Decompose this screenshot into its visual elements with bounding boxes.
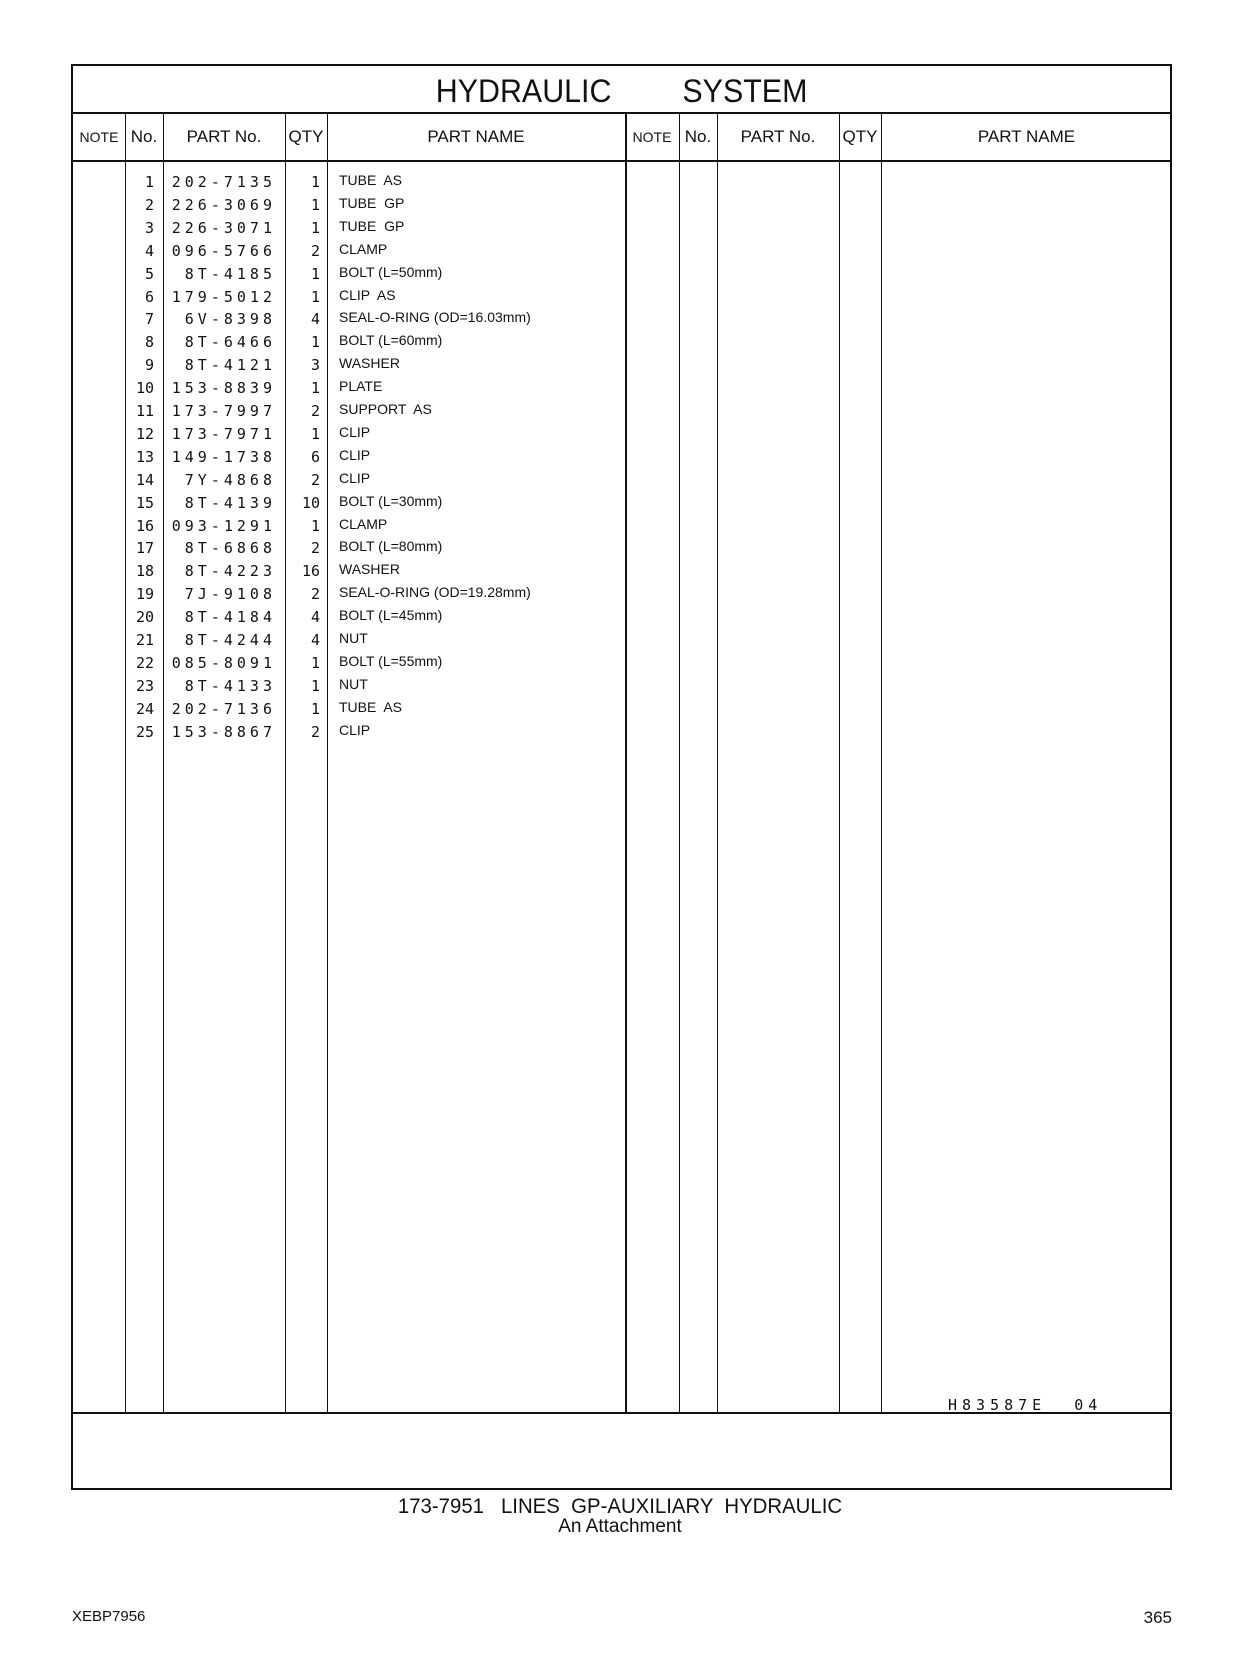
part-quantity: 2 [310,241,320,260]
table-row [0,400,1240,423]
part-item-number: 22 [135,653,154,672]
part-name: BOLT (L=50mm) [339,263,443,280]
part-number: 202-7136 [171,699,276,718]
part-quantity: 1 [310,195,320,214]
part-number: 8T-4133 [184,676,276,695]
header-no-left: No. [130,127,158,146]
part-name: WASHER [339,355,400,372]
header-qty-left: QTY [288,127,324,146]
header-part-no-left: PART No. [186,127,262,146]
part-quantity: 4 [310,631,320,649]
part-number: 226-3071 [171,218,276,237]
part-number: 226-3069 [171,195,276,214]
part-item-number: 21 [135,631,154,649]
table-row [0,652,1240,675]
table-row [0,354,1240,377]
header-part-name-right: PART NAME [977,127,1076,146]
part-name: SUPPORT AS [339,401,432,417]
table-row [0,308,1240,331]
part-item-number: 1 [144,173,154,191]
table-row [0,217,1240,240]
table-row [0,377,1240,400]
part-number: 7Y-4868 [184,470,276,489]
part-number: 8T-4121 [184,356,276,375]
table-row [0,675,1240,698]
table-row [0,194,1240,217]
part-name: PLATE [339,378,383,395]
part-item-number: 6 [144,287,154,306]
part-number: 6V-8398 [184,310,276,329]
part-item-number: 12 [135,424,154,443]
part-item-number: 7 [144,310,154,329]
part-number: 093-1291 [171,516,276,535]
part-quantity: 1 [310,424,320,443]
part-number: 173-7997 [171,402,276,420]
part-name: TUBE GP [339,194,405,211]
part-name: CLIP [339,469,371,486]
header-part-name-left: PART NAME [427,127,525,146]
part-item-number: 25 [135,722,154,741]
part-number: 8T-4185 [184,264,276,283]
part-quantity: 2 [310,402,320,420]
part-name: TUBE AS [339,172,403,188]
part-quantity: 1 [310,333,320,352]
part-item-number: 20 [135,608,154,627]
header-qty-right: QTY [842,127,878,146]
part-quantity: 2 [310,585,320,604]
table-title: HYDRAULIC SYSTEM [435,73,808,109]
part-quantity: 6 [310,447,320,466]
part-item-number: 17 [135,539,154,558]
part-number: 8T-6868 [184,539,276,558]
part-name: NUT [339,630,368,646]
table-row [0,263,1240,286]
part-quantity: 1 [310,264,320,283]
part-quantity: 1 [310,173,320,191]
part-item-number: 14 [135,470,154,489]
part-quantity: 3 [310,356,320,375]
part-name: BOLT (L=60mm) [339,332,443,349]
part-quantity: 1 [310,379,320,398]
page-number: 365 [1143,1608,1172,1627]
group-caption: 173-7951 LINES GP-AUXILIARY HYDRAULIC [397,1495,843,1518]
table-header-row [73,114,1170,162]
part-item-number: 15 [135,493,154,512]
part-quantity: 4 [310,608,320,627]
part-item-number: 9 [144,356,154,375]
table-row [0,698,1240,721]
table-title-band [73,66,1170,114]
table-row [0,721,1240,744]
part-name: CLIP [339,446,371,463]
part-name: CLIP [339,423,371,440]
table-row [0,583,1240,606]
part-name: CLIP [339,721,371,738]
part-name: TUBE GP [339,217,405,234]
part-item-number: 8 [144,333,154,352]
part-name: BOLT (L=55mm) [339,652,443,669]
part-quantity: 1 [310,653,320,672]
part-item-number: 18 [135,562,154,581]
table-row [0,492,1240,515]
part-quantity: 1 [310,516,320,535]
table-row [0,171,1240,194]
part-number: 153-8867 [171,722,276,741]
part-item-number: 16 [135,516,154,535]
part-quantity: 2 [310,539,320,558]
table-row [0,606,1240,629]
document-id: XEBP7956 [72,1608,146,1625]
part-quantity: 10 [301,493,320,512]
part-number: 153-8839 [171,379,276,398]
table-row [0,560,1240,583]
part-name: SEAL-O-RING (OD=19.28mm) [339,584,531,601]
header-note-right: NOTE [632,129,672,145]
header-part-no-right: PART No. [740,127,816,146]
part-quantity: 1 [310,287,320,306]
part-number: 7J-9108 [184,585,276,604]
part-item-number: 4 [144,241,154,260]
part-number: 8T-4223 [184,562,276,581]
part-name: CLAMP [339,240,388,257]
table-row [0,423,1240,446]
part-item-number: 23 [135,676,154,695]
table-row [0,331,1240,354]
table-row [0,629,1240,652]
part-name: NUT [339,675,368,692]
part-quantity: 1 [310,699,320,718]
part-number: 179-5012 [171,287,276,306]
part-name: BOLT (L=80mm) [339,538,443,555]
drawing-code: H83587E 04 [948,1396,1103,1414]
part-item-number: 3 [144,218,154,237]
table-row [0,286,1240,309]
header-no-right: No. [684,127,712,146]
part-name: CLAMP [339,515,388,532]
part-number: 8T-4244 [184,631,276,649]
table-row [0,515,1240,538]
part-quantity: 4 [310,310,320,329]
part-item-number: 13 [135,447,154,466]
part-name: TUBE AS [339,698,403,715]
table-row [0,446,1240,469]
part-name: BOLT (L=30mm) [339,492,443,509]
part-name: BOLT (L=45mm) [339,607,443,624]
part-number: 202-7135 [171,173,276,191]
part-quantity: 2 [310,470,320,489]
part-quantity: 2 [310,722,320,741]
part-name: WASHER [339,561,400,578]
part-quantity: 1 [310,676,320,695]
part-name: CLIP AS [339,286,396,303]
part-quantity: 16 [301,562,320,581]
part-item-number: 19 [135,585,154,604]
part-name: SEAL-O-RING (OD=16.03mm) [339,309,531,326]
part-item-number: 11 [135,402,154,420]
part-item-number: 2 [144,195,154,214]
part-item-number: 10 [135,379,154,398]
part-item-number: 5 [144,264,154,283]
part-number: 149-1738 [171,447,276,466]
table-row [0,469,1240,492]
part-number: 8T-4184 [184,608,276,627]
part-number: 8T-6466 [184,333,276,352]
part-number: 8T-4139 [184,493,276,512]
table-row [0,240,1240,263]
part-item-number: 24 [135,699,154,718]
part-number: 173-7971 [171,424,276,443]
group-subcaption: An Attachment [558,1516,682,1537]
header-note-left: NOTE [79,129,119,145]
part-number: 085-8091 [171,653,276,672]
part-number: 096-5766 [171,241,276,260]
part-quantity: 1 [310,218,320,237]
table-row [0,537,1240,560]
